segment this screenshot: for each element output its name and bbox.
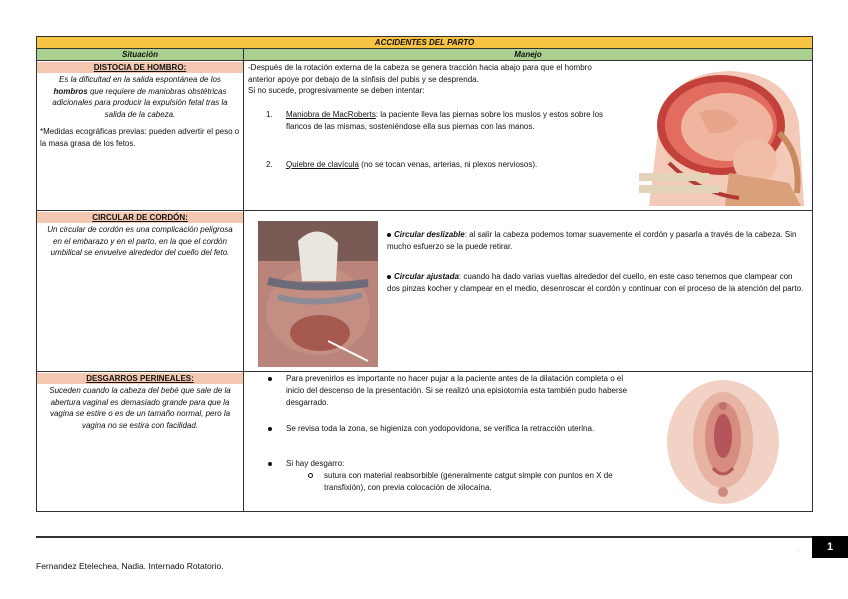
bullet-dot-icon bbox=[268, 458, 280, 470]
nuchal-cord-photo bbox=[258, 221, 378, 367]
management-intro-2: Si no sucede, progresivamente se deben intentar: bbox=[248, 86, 425, 95]
situation-title: DESGARROS PERINEALES: bbox=[37, 373, 243, 384]
column-header-manejo: Manejo bbox=[244, 49, 813, 61]
list-item: Quiebre de clavícula (no se tocan venas, arterias, ni plexos nerviosos). bbox=[286, 160, 538, 169]
bullet-dot-icon bbox=[268, 373, 280, 385]
author-footer: Fernandez Etelechea, Nadia. Internado Rotatorio. bbox=[36, 561, 224, 571]
situation-cell bbox=[37, 211, 244, 372]
circle-bullet-icon bbox=[308, 470, 320, 482]
cordon-bullet-2: Circular ajustada: cuando ha dado varias vueltas alrededor del cuello, en este caso tenemos que clampear con dos pinzas kocher y clampear en el medio, desenroscar el cordón y continuar con el proceso de la atención del parto. bbox=[387, 272, 804, 293]
accidents-table bbox=[36, 36, 813, 512]
situation-cell bbox=[37, 372, 244, 512]
table-title: ACCIDENTES DEL PARTO bbox=[37, 37, 813, 49]
situation-title: DISTOCIA DE HOMBRO: bbox=[37, 62, 243, 73]
list-item: Maniobra de MacRoberts: la paciente lleva las piernas sobre los muslos y estos sobre los flancos de las mismas, sosteniéndose ella sus piernas con las manos. bbox=[286, 110, 604, 131]
table-row bbox=[37, 61, 813, 211]
situation-description: Es la dificultad en la salida espontánea de los hombros que requiere de maniobras obstétricas adicionales para producir la expulsión fetal tras la salida de la cabeza. bbox=[52, 75, 228, 119]
situation-description: Un circular de cordón es una complicación peligrosa en el embarazo y en el parto, en la que el cordón umbilical se envuelve alrededor del cuello del feto. bbox=[47, 225, 233, 258]
management-cell bbox=[244, 211, 813, 372]
column-header-situacion: Situación bbox=[37, 49, 244, 61]
list-number: 1. bbox=[266, 110, 273, 119]
list-subitem: sutura con material reabsorbible (generalmente catgut simple con puntos en X de transfixión), con previa colocación de xilocaína. bbox=[324, 471, 613, 492]
table-row bbox=[37, 372, 813, 512]
situation-title: CIRCULAR DE CORDÓN: bbox=[37, 212, 243, 223]
list-number: 2. bbox=[266, 160, 273, 169]
bullet-dot-icon bbox=[268, 423, 280, 435]
page-number: 1 bbox=[812, 536, 848, 558]
management-cell bbox=[244, 372, 813, 512]
table-row bbox=[37, 211, 813, 372]
fetus-in-utero-illustration bbox=[629, 63, 811, 206]
list-item: Para prevenirlos es importante no hacer pujar a la paciente antes de la dilatación completa o el inicio del descenso de la presentación. Si se realizó una episiotomía esta también pudo haberse desgarrado. bbox=[286, 374, 628, 407]
management-intro: -Después de la rotación externa de la cabeza se genera tracción hacia abajo para que el hombro anterior apoye por debajo de la sínfisis del pubis y se desprenda. bbox=[248, 63, 592, 84]
list-item: Se revisa toda la zona, se higieniza con yodopovidona, se verifica la retracción uterina. bbox=[286, 424, 595, 433]
situation-cell bbox=[37, 61, 244, 211]
situation-description: Suceden cuando la cabeza del bebé que sale de la abertura vaginal es demasiado grande para que la vagina se estire o es de un tamaño normal, pero la vagina no se estira con facilidad. bbox=[49, 386, 231, 430]
cordon-bullet-1: Circular deslizable: al salir la cabeza podemos tomar suavemente el cordón y pasarla a través de la cabeza. Sin mucho esfuerzo se la puede retirar. bbox=[387, 230, 797, 251]
footer-divider bbox=[36, 536, 812, 538]
management-cell bbox=[244, 61, 813, 211]
perineal-anatomy-illustration bbox=[659, 376, 787, 506]
situation-note: *Medidas ecográficas previas: pueden advertir el peso o la masa grasa de los fetos. bbox=[40, 127, 240, 148]
footer-dot: . bbox=[797, 546, 799, 553]
list-item: Si hay desgarro: bbox=[286, 459, 345, 468]
